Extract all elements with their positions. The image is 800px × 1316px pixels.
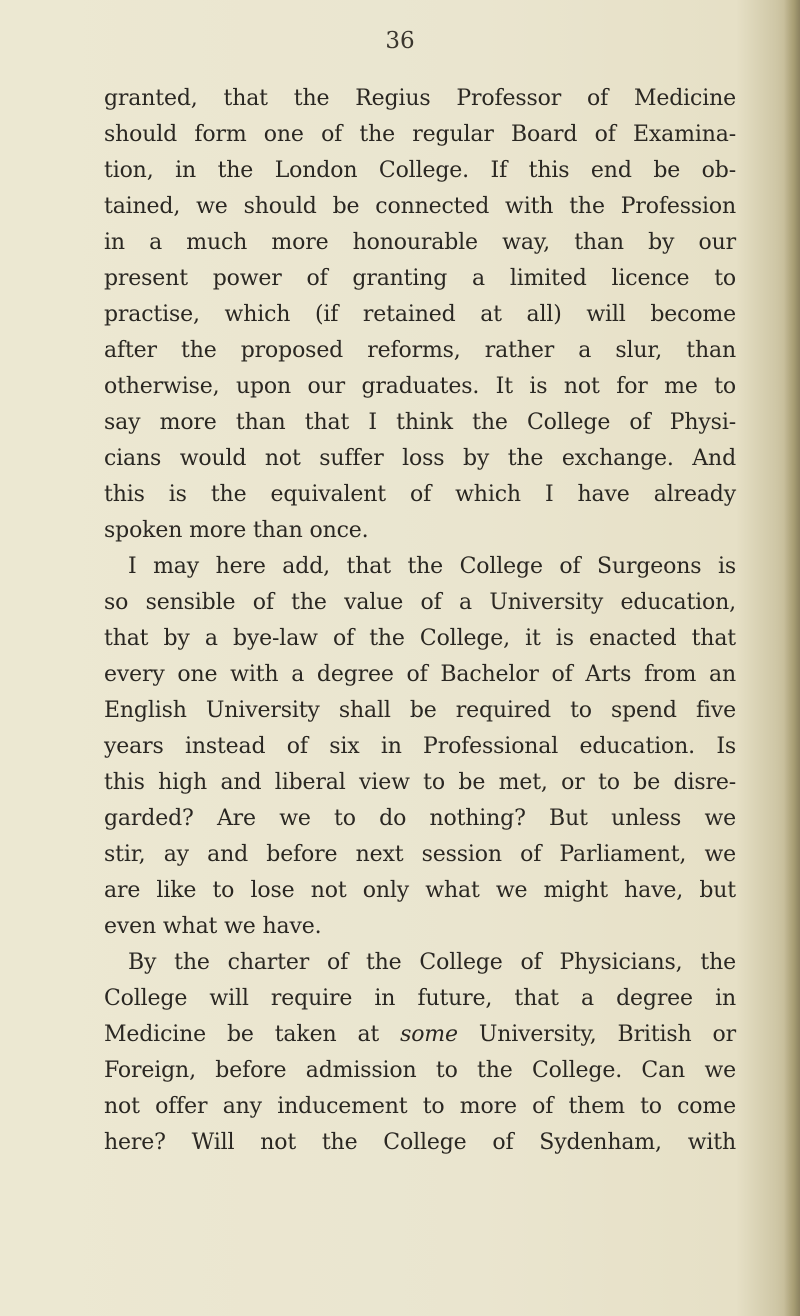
paragraph-end-line: even what we have. xyxy=(104,914,322,939)
text-line: should form one of the regular Board of Examina- xyxy=(104,122,736,147)
text-line: garded? Are we to do nothing? But unless we xyxy=(104,806,736,831)
text-line: practise, which (if retained at all) will become xyxy=(104,302,736,327)
page-number: 36 xyxy=(385,28,415,54)
text-line: this high and liberal view to be met, or to be disre- xyxy=(104,770,736,795)
text-line-with-italic xyxy=(104,1017,736,1053)
italic-word: some xyxy=(400,1022,458,1047)
body-text xyxy=(104,81,736,1161)
text-line: that by a bye-law of the College, it is enacted that xyxy=(104,626,736,651)
text-line: so sensible of the value of a University education, xyxy=(104,590,736,615)
text-segment: University, British or xyxy=(457,1022,736,1047)
page-edge-shadow xyxy=(784,0,800,1316)
paragraph-start-line: I may here add, that the College of Surgeons is xyxy=(128,554,736,579)
text-line: after the proposed reforms, rather a slur, than xyxy=(104,338,736,363)
text-line: every one with a degree of Bachelor of Arts from an xyxy=(104,662,736,687)
text-line: say more than that I think the College of Physi- xyxy=(104,410,736,435)
text-line: not offer any inducement to more of them to come xyxy=(104,1094,736,1119)
text-line: cians would not suffer loss by the exchange. And xyxy=(104,446,736,471)
text-line: College will require in future, that a degree in xyxy=(104,986,736,1011)
text-line: granted, that the Regius Professor of Medicine xyxy=(104,86,736,111)
text-line: years instead of six in Professional education. Is xyxy=(104,734,736,759)
text-line: this is the equivalent of which I have already xyxy=(104,482,736,507)
text-line: stir, ay and before next session of Parliament, we xyxy=(104,842,736,867)
text-segment: Medicine be taken at xyxy=(104,1022,401,1047)
paragraph-start-line: By the charter of the College of Physicians, the xyxy=(128,950,736,975)
text-line: tained, we should be connected with the Profession xyxy=(104,194,736,219)
text-line: Foreign, before admission to the College. Can we xyxy=(104,1058,736,1083)
text-line: otherwise, upon our graduates. It is not for me to xyxy=(104,374,736,399)
text-line: present power of granting a limited licence to xyxy=(104,266,736,291)
text-line: are like to lose not only what we might have, but xyxy=(104,878,736,903)
text-line: in a much more honourable way, than by our xyxy=(104,230,736,255)
text-line: tion, in the London College. If this end be ob- xyxy=(104,158,736,183)
text-line: here? Will not the College of Sydenham, with xyxy=(104,1130,736,1155)
text-line: English University shall be required to spend five xyxy=(104,698,736,723)
paragraph-end-line: spoken more than once. xyxy=(104,518,369,543)
